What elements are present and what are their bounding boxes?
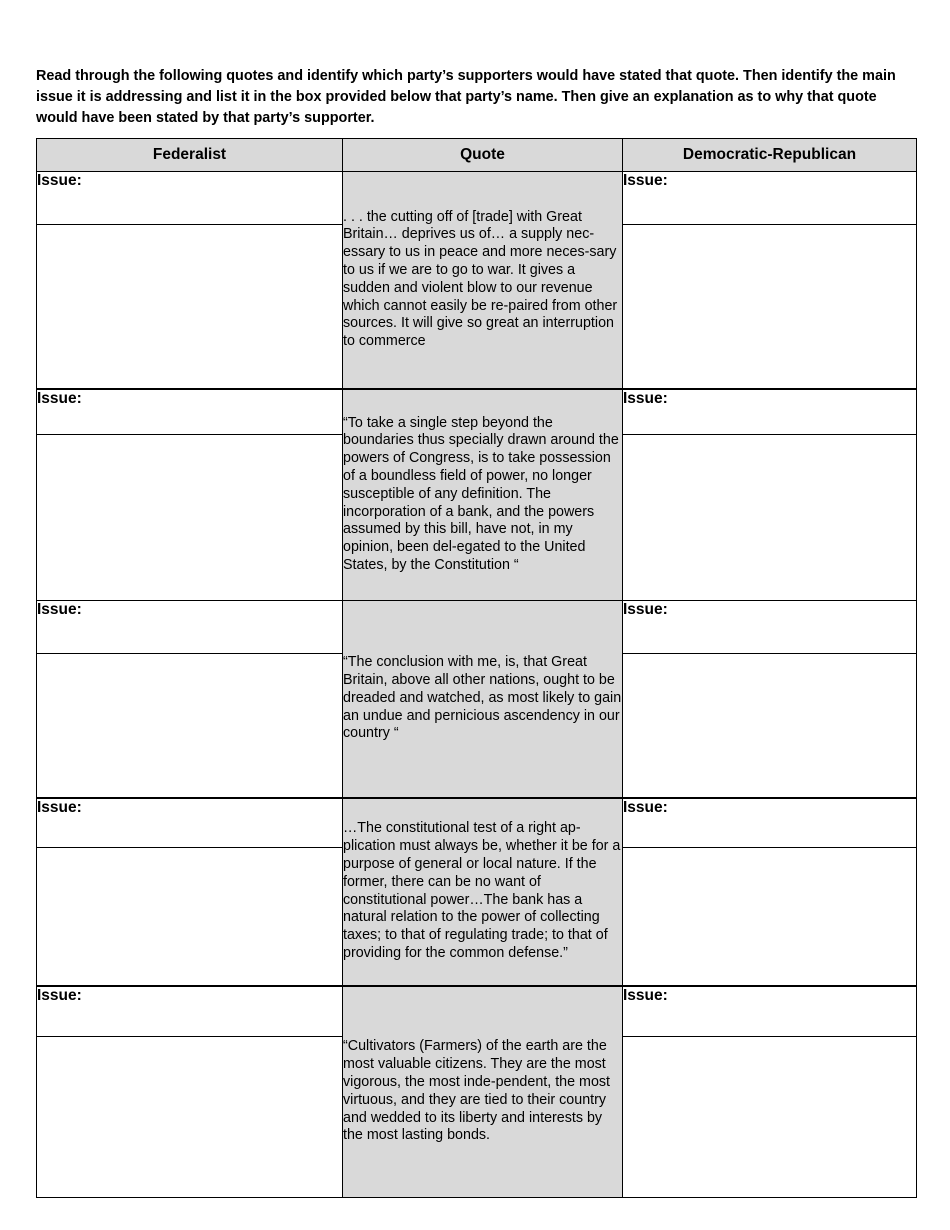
federalist-issue-cell-4[interactable]: Issue: [37, 798, 343, 848]
federalist-explanation-cell-4[interactable] [37, 848, 343, 986]
issue-row-3 [37, 601, 917, 654]
federalist-issue-cell-2[interactable]: Issue: [37, 389, 343, 435]
dr-issue-cell-4[interactable]: Issue: [623, 798, 917, 848]
quote-cell-4: …The constitutional test of a right ap-plication must always be, whether it be for a purpose of general or local nature. If the former, there can be no want of constitutional power…The bank has a natural relation to the power of collecting taxes; to that of regulating trade; to that of providing for the common defense.” [343, 798, 623, 986]
quote-header: Quote [343, 139, 623, 172]
federalist-explanation-cell-5[interactable] [37, 1037, 343, 1198]
dr-issue-cell-5[interactable]: Issue: [623, 986, 917, 1037]
dr-explanation-cell-4[interactable] [623, 848, 917, 986]
dr-explanation-cell-1[interactable] [623, 225, 917, 389]
issue-row-4 [37, 798, 917, 848]
header-row [37, 139, 917, 172]
federalist-explanation-cell-3[interactable] [37, 654, 343, 798]
dr-explanation-cell-3[interactable] [623, 654, 917, 798]
quote-cell-1: . . . the cutting off of [trade] with Great Britain… deprives us of… a supply nec-essary to us in peace and more neces-sary to us if we are to go to war. It gives a sudden and violent blow to our revenue which cannot easily be re-paired from other sources. It will give so great an interruption to commerce [343, 172, 623, 389]
quote-cell-2: “To take a single step beyond the boundaries thus specially drawn around the powers of Congress, is to take possession of a boundless field of power, no longer susceptible of any definition. The incorporation of a bank, and the powers assumed by this bill, have not, in my opinion, been del-egated to the United States, by the Constitution “ [343, 389, 623, 601]
federalist-explanation-cell-1[interactable] [37, 225, 343, 389]
quote-cell-3: “The conclusion with me, is, that Great Britain, above all other nations, ought to be dreaded and watched, as most likely to gain an undue and pernicious ascendency in our country “ [343, 601, 623, 798]
federalist-issue-cell-5[interactable]: Issue: [37, 986, 343, 1037]
federalist-header: Federalist [37, 139, 343, 172]
dr-issue-cell-2[interactable]: Issue: [623, 389, 917, 435]
federalist-explanation-cell-2[interactable] [37, 435, 343, 601]
issue-row-1 [37, 172, 917, 225]
dr-explanation-cell-2[interactable] [623, 435, 917, 601]
issue-row-2 [37, 389, 917, 435]
quote-worksheet-table [36, 138, 917, 1198]
instructions: Read through the following quotes and identify which party’s supporters would have stated that quote. Then identify the main issue it is addressing and list it in the box provided below that party’s name. Then give an explanation as to why that quote would have been stated by that party’s supporter. [36, 68, 896, 126]
democratic-republican-header: Democratic-Republican [623, 139, 917, 172]
dr-explanation-cell-5[interactable] [623, 1037, 917, 1198]
dr-issue-cell-1[interactable]: Issue: [623, 172, 917, 225]
federalist-issue-cell-1[interactable]: Issue: [37, 172, 343, 225]
dr-issue-cell-3[interactable]: Issue: [623, 601, 917, 654]
issue-row-5 [37, 986, 917, 1037]
federalist-issue-cell-3[interactable]: Issue: [37, 601, 343, 654]
quote-cell-5: “Cultivators (Farmers) of the earth are the most valuable citizens. They are the most vigorous, the most inde-pendent, the most virtuous, and they are tied to their country and wedded to its liberty and interests by the most lasting bonds. [343, 986, 623, 1198]
